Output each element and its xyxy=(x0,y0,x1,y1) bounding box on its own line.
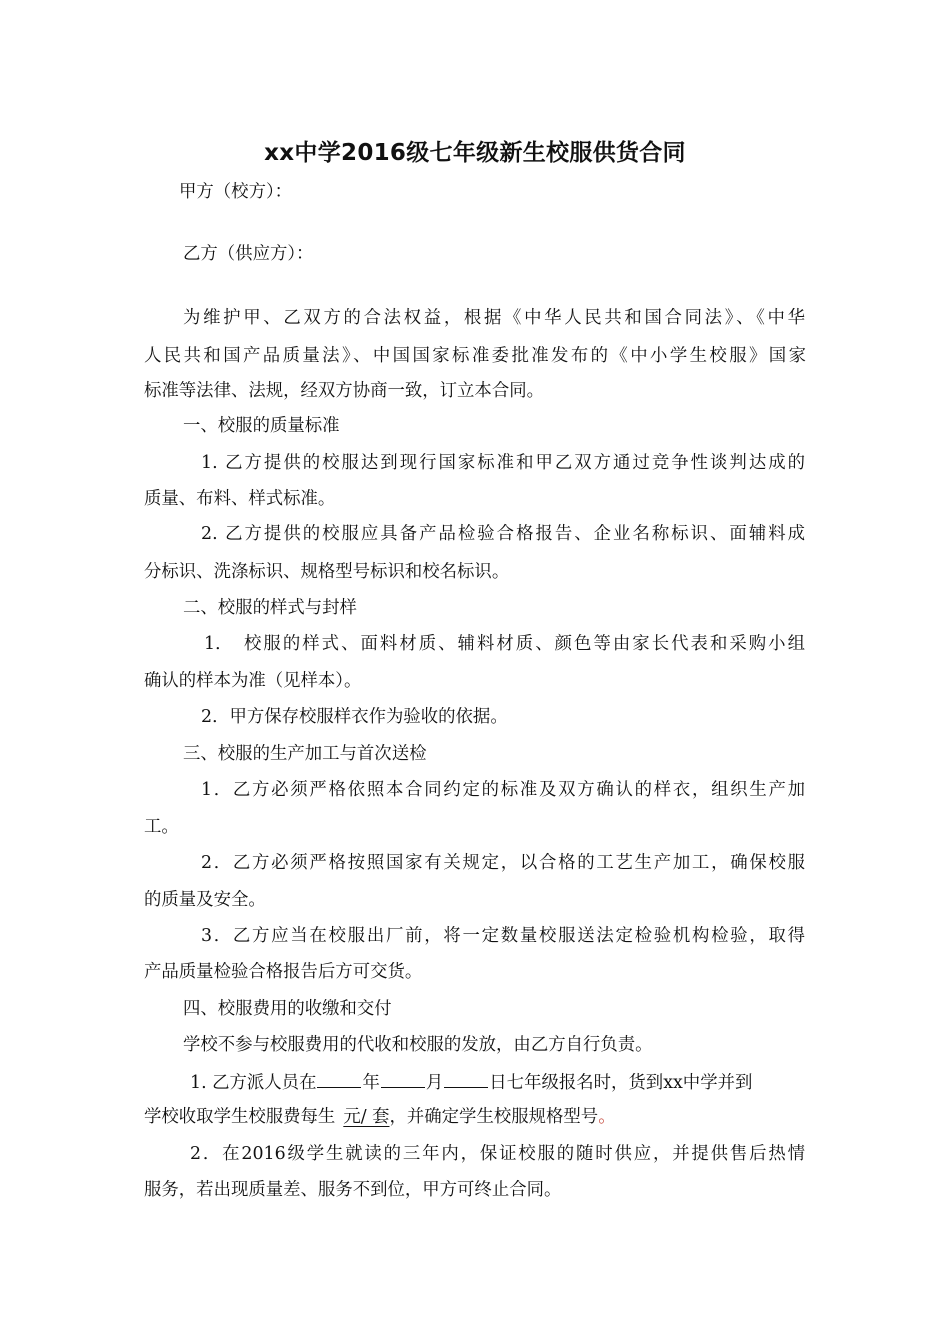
s4-item-1-line-1 xyxy=(190,1069,752,1095)
fee-prefix: 学校收取学生校服费每生 xyxy=(144,1107,336,1127)
s3-item-1-line-1: 1．乙方必须严格依照本合同约定的标准及双方确认的样衣，组织生产加 xyxy=(201,780,805,800)
s4-item-1-line-2 xyxy=(144,1105,616,1129)
s1-item-2-line-1: 2. 乙方提供的校服应具备产品检验合格报告、企业名称标识、面辅料成 xyxy=(201,524,805,544)
s2-item-1-number: 1． xyxy=(204,634,233,654)
intro-line-1: 为维护甲、乙双方的合法权益，根据《中华人民共和国合同法》、《中华 xyxy=(183,308,805,328)
month-blank xyxy=(381,1069,425,1088)
party-a-label: 甲方（校方）： xyxy=(179,182,293,202)
section-4-heading: 四、校服费用的收缴和交付 xyxy=(183,999,392,1019)
section-3-heading: 三、校服的生产加工与首次送检 xyxy=(183,744,427,764)
s3-item-1-line-2: 工。 xyxy=(144,817,179,837)
s1-item-2-line-2: 分标识、洗涤标识、规格型号标识和校名标识。 xyxy=(144,562,510,582)
day-blank xyxy=(444,1069,488,1088)
fee-suffix: ，并确定学生校服规格型号 xyxy=(389,1107,599,1127)
intro-line-3: 标准等法律、法规，经双方协商一致，订立本合同。 xyxy=(144,381,544,401)
s1-item-1-line-2: 质量、布料、样式标准。 xyxy=(144,489,336,509)
s4-note: 学校不参与校服费用的代收和校服的发放，由乙方自行负责。 xyxy=(183,1035,653,1055)
s4-item-1-suffix: 日七年级报名时，货到xx中学并到 xyxy=(489,1073,753,1093)
section-2-heading: 二、校服的样式与封样 xyxy=(183,598,357,618)
year-label: 年 xyxy=(362,1073,380,1093)
year-blank xyxy=(317,1069,361,1088)
s2-item-1-line-1: 校服的样式、面料材质、辅料材质、颜色等由家长代表和采购小组 xyxy=(244,634,805,654)
s4-item-1-prefix: 1. 乙方派人员在 xyxy=(190,1073,317,1093)
s3-item-3-line-1: 3．乙方应当在校服出厂前，将一定数量校服送法定检验机构检验，取得 xyxy=(201,926,805,946)
document-title: xx中学2016级七年级新生校服供货合同 xyxy=(264,140,686,166)
fee-unit: 元/ 套 xyxy=(343,1107,390,1127)
s3-item-2-line-2: 的质量及安全。 xyxy=(144,890,266,910)
intro-line-2: 人民共和国产品质量法》、中国国家标准委批准发布的《中小学生校服》国家 xyxy=(144,346,806,366)
s4-item-2-line-1: 2．在2016级学生就读的三年内，保证校服的随时供应，并提供售后热情 xyxy=(190,1144,805,1164)
fee-end-mark: 。 xyxy=(598,1107,616,1127)
s3-item-2-line-1: 2．乙方必须严格按照国家有关规定，以合格的工艺生产加工，确保校服 xyxy=(201,853,805,873)
s2-item-1-line-2: 确认的样本为准（见样本）。 xyxy=(144,671,362,691)
section-1-heading: 一、校服的质量标准 xyxy=(183,416,340,436)
month-label: 月 xyxy=(425,1073,444,1093)
s2-item-2: 2．甲方保存校服样衣作为验收的依据。 xyxy=(201,707,508,727)
s4-item-2-line-2: 服务，若出现质量差、服务不到位，甲方可终止合同。 xyxy=(144,1180,562,1200)
s3-item-3-line-2: 产品质量检验合格报告后方可交货。 xyxy=(144,962,423,982)
s1-item-1-line-1: 1. 乙方提供的校服达到现行国家标准和甲乙双方通过竞争性谈判达成的 xyxy=(201,453,805,473)
party-b-label: 乙方（供应方）： xyxy=(183,244,314,264)
